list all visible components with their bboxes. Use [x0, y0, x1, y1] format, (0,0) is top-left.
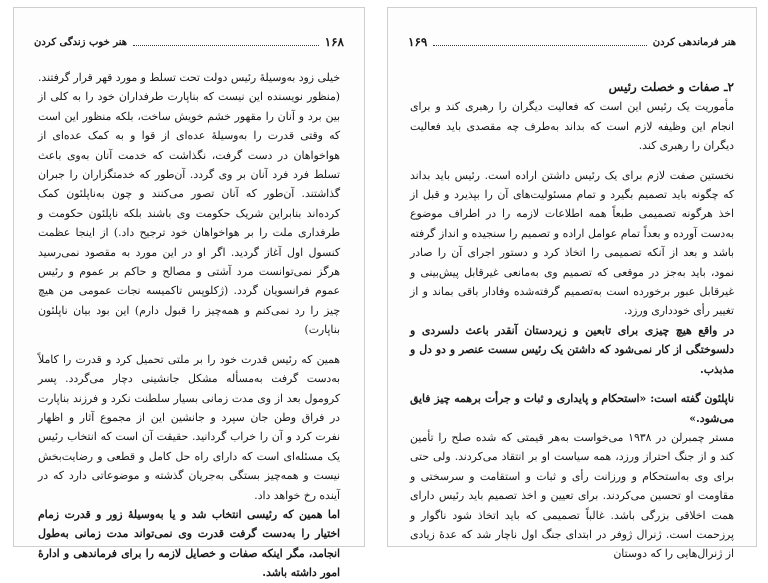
right-header-title: هنر فرماندهی کردن: [652, 36, 736, 48]
left-page-body: [38, 68, 340, 583]
paragraph: مأموریت یک رئیس این است که فعالیت دیگران را رهبری کند و برای انجام این وظیفه لازم است که بداند به‌طرف چه مقصدی باید فعالیت دیگران را رهبری کند.: [410, 100, 734, 153]
paragraph-bold: ناپلئون گفته است: «استحکام و پایداری و ثبات و جرأت برهمه چیز فایق می‌شود.»: [410, 392, 734, 425]
header-dotted-rule: [133, 45, 319, 46]
paragraph-bold: در واقع هیچ چیزی برای تابعین و زیردستان آنقدر باعث دلسردی و دلسوختگی از کار نمی‌شود که داشتن یک رئیس سست عنصر و دو دل و مذبذب.: [410, 323, 734, 376]
left-page-number: ۱۶۸: [324, 35, 344, 49]
left-page-header: [34, 34, 344, 50]
right-page-number: ۱۶۹: [408, 35, 428, 49]
paragraph: مستر چمبرلن در ۱۹۳۸ می‌خواست به‌هر قیمتی که شده صلح را تأمین کند و از جنگ احتراز ورزد، همه سیاست او بر انتقاد می‌کردند. ولی حتی برای وی به‌استحکام و ورزانت رأی و ثبات و استقامت و سرسختی و مقاومت او تحسین می‌کردند. برای تعیین و اخذ تصمیم باید رئیس دارای همت اخلاقی بزرگی باشد. غالباً تصمیمی که باید اتخاذ شود ناگوار و پرزحمت است. ژنرال ژوفر در ابتدای جنگ اول ناچار شد که عدهٔ زیادی از ژنرال‌هایی را که دوستان: [410, 430, 735, 561]
right-page-header: [408, 34, 736, 50]
right-book-page: [388, 8, 756, 561]
left-header-title: هنر خوب زندگی کردن: [34, 36, 128, 48]
paragraph-bold: اما همین که رئیسی انتخاب شد و یا به‌وسیلهٔ زور و قدرت زمام اختیار را به‌دست گرفت قدرت وی نمی‌تواند مدت زمانی به‌طول انجامد، مگر اینکه صفات و خصایل لازمه را برای فرماندهی و ادارهٔ امور داشته باشد.: [38, 507, 340, 580]
header-dotted-rule: [433, 45, 646, 46]
left-book-page: [14, 8, 364, 580]
right-page-body: [410, 78, 734, 564]
paragraph: نخستین صفت لازم برای یک رئیس داشتن اراده است. رئیس باید بداند که چگونه باید تصمیم بگیرد و تمام مسئولیت‌های آن را بپذیرد و قبل از اخذ هرگونه تصمیمی طبعاً همه اطلاعات لازمه را در اطراف موضوع به‌دست آورده و بعداً تمام عوامل اراده و تصمیم را سنجیده و انداز گرفته باشد و بعد از آنکه تصمیمی را اتخاذ کرد و دستور اجرای آن را صادر نمود، باید به‌جز در موقعی که تصمیم وی به‌مانعی غیرقابل پیش‌بینی و غیرقابل عبور برخورده است به‌تصمیم گرفته‌شده وفادار باقی بماند و از تغییر رأی خودداری ورزد.: [410, 168, 734, 318]
section-title: ۲ـ صفات و خصلت رئیس: [608, 80, 734, 94]
paragraph: خیلی زود به‌وسیلهٔ رئیس دولت تحت تسلط و مورد قهر قرار گرفتند. (منظور نویسنده این نیست که بناپارت طرفداران خود را به کلی از بین برد و آنان را مقهور خشم خویش ساخت، بلکه منظور این است که وقتی قدرت را به‌وسیلهٔ عده‌ای از قوا و به کمک عده‌ای از هواخواهان در دست گرفت، نگذاشت که خدمت آنان به‌وی باعث تسلط فرد فرد آنان بر وی گردد. آن‌طور که خدمتگزاران را جبران گذاشتند. آن‌طور که آنان تصور می‌کنند و چون به‌ناپلئون کمک کرده‌اند بنابراین شریک حکومت وی باشند بلکه ناپلئون حکومت و طرفداری ملت را بر هواخواهان خود ترجیح داد.) از اینجا عظمت کنسول اول آغاز گردید. اگر او در این مورد به مقصود نمی‌رسید هرگز نمی‌توانست مرد آشتی و مصالح و حاکم بر عموم و رئیس عموم فرانسویان گردد. (ژکلوپس تاکمیسه نجات عمومی من هیچ چیز را رد نمی‌کنم و همه‌چیز را قبول دارم) این بود بیان ناپلئون بناپارت): [38, 71, 340, 337]
paragraph: همین که رئیس قدرت خود را بر ملتی تحمیل کرد و قدرت را کاملاً به‌دست گرفت به‌مسأله مشکل جانشینی دچار می‌گردد. پسر کرومول بعد از وی مدت زمانی بسیار سلطنت نکرد و فرزند بناپارت در فراق وطن جان سپرد و جانشین این از مجموع آثار و اظهار نفرت کرد و آن را خراب گردانید. حقیقت آن است که انتخاب رئیس یک مسئله‌ای است که دارای راه حل کامل و قطعی و رضایت‌بخش نیست و همه‌چیز بستگی به‌جریان گذشته و موضوعاتی دارد که در آینده رخ خواهد داد.: [38, 352, 340, 502]
